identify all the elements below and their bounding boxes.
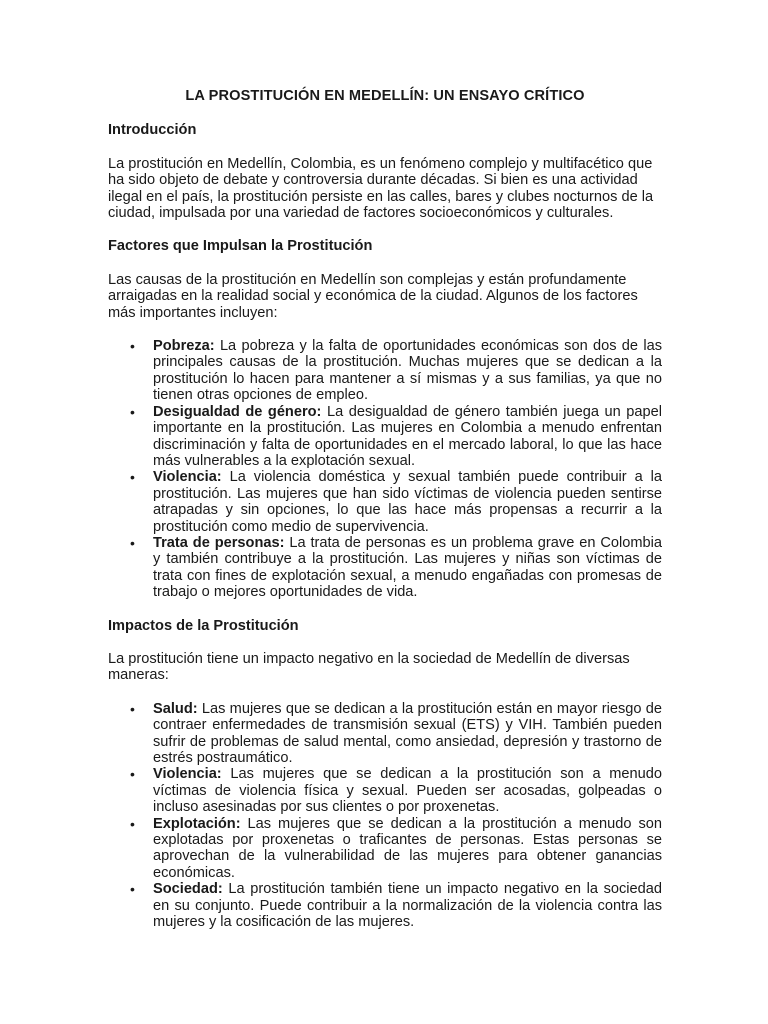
bullet-list-factores bbox=[108, 338, 662, 601]
list-item-text: Las mujeres que se dedican a la prostitución están en mayor riesgo de contraer enfermedades de transmisión sexual (ETS) y VIH. También pueden sufrir de problemas de salud mental, como ansiedad, depresión y trastorno de estrés postraumático. bbox=[153, 700, 662, 766]
bullet-icon: • bbox=[130, 700, 135, 717]
list-item bbox=[108, 469, 662, 535]
list-item-text: La violencia doméstica y sexual también puede contribuir a la prostitución. Las mujeres que han sido víctimas de violencia pueden sentirse atrapadas y sin opciones, lo que las hace más propensas a recurrir a la prostitución como medio de supervivencia. bbox=[153, 469, 662, 535]
document-page bbox=[108, 88, 662, 947]
section-paragraph-introduccion: La prostitución en Medellín, Colombia, es un fenómeno complejo y multifacético que ha sido objeto de debate y controversia durante décadas. Si bien es una actividad ilegal en el país, la prostitución persiste en las calles, bares y clubes nocturnos de la ciudad, impulsada por una variedad de factores socioeconómicos y culturales. bbox=[108, 155, 654, 222]
list-item-term: Salud: bbox=[153, 700, 198, 717]
list-item-term: Explotación: bbox=[153, 815, 241, 832]
section-heading-factores: Factores que Impulsan la Prostitución bbox=[108, 238, 373, 255]
bullet-icon: • bbox=[130, 403, 135, 420]
bullet-icon: • bbox=[130, 815, 135, 832]
bullet-icon: • bbox=[130, 469, 135, 486]
section-paragraph-impactos: La prostitución tiene un impacto negativo en la sociedad de Medellín de diversas maneras: bbox=[108, 650, 630, 684]
bullet-icon: • bbox=[130, 766, 135, 783]
list-item bbox=[108, 701, 662, 767]
document-title: LA PROSTITUCIÓN EN MEDELLÍN: UN ENSAYO CRÍTICO bbox=[185, 88, 585, 104]
list-item-text: Las mujeres que se dedican a la prostitución son a menudo víctimas de violencia física y sexual. Pueden ser acosadas, golpeadas o incluso asesinadas por sus clientes o por proxenetas. bbox=[153, 766, 662, 816]
list-item-term: Pobreza: bbox=[153, 338, 215, 355]
list-item-term: Violencia: bbox=[153, 766, 222, 783]
list-item-text: La trata de personas es un problema grave en Colombia y también contribuye a la prostitución. Las mujeres y niñas son víctimas de trata con fines de explotación sexual, a menudo engañadas con promesas de trabajo o mejores oportunidades de vida. bbox=[153, 534, 662, 601]
list-item-term: Trata de personas: bbox=[153, 534, 285, 551]
list-item-term: Desigualdad de género: bbox=[153, 403, 322, 420]
list-item-term: Sociedad: bbox=[153, 881, 223, 898]
list-item bbox=[108, 766, 662, 815]
section-paragraph-factores: Las causas de la prostitución en Medellín son complejas y están profundamente arraigadas en la realidad social y económica de la ciudad. Algunos de los factores más importantes incluyen: bbox=[108, 271, 638, 321]
list-item-term: Violencia: bbox=[153, 469, 222, 486]
list-item bbox=[108, 404, 662, 470]
list-item-text: Las mujeres que se dedican a la prostitución a menudo son explotadas por proxenetas o traficantes de personas. Estas personas se aprovechan de la vulnerabilidad de las mujeres para obtener ganancias económicas. bbox=[153, 815, 662, 881]
list-item-text: La prostitución también tiene un impacto negativo en la sociedad en su conjunto. Puede contribuir a la normalización de la violencia contra las mujeres y la cosificación de las mujeres. bbox=[153, 881, 662, 931]
list-item-text: La desigualdad de género también juega un papel importante en la prostitución. Las mujeres en Colombia a menudo enfrentan discriminación y falta de oportunidades en el mercado laboral, lo que las hace más vulnerables a la explotación sexual. bbox=[153, 403, 662, 469]
section-heading-impactos: Impactos de la Prostitución bbox=[108, 617, 299, 634]
list-item bbox=[108, 881, 662, 930]
bullet-icon: • bbox=[130, 534, 135, 551]
bullet-icon: • bbox=[130, 881, 135, 898]
list-item bbox=[108, 535, 662, 601]
section-heading-introduccion: Introducción bbox=[108, 122, 197, 139]
list-item bbox=[108, 338, 662, 404]
bullet-icon: • bbox=[130, 338, 135, 355]
bullet-list-impactos bbox=[108, 701, 662, 931]
list-item-text: La pobreza y la falta de oportunidades económicas son dos de las principales causas de la prostitución. Muchas mujeres que se dedican a la prostitución lo hacen para mantener a sí mismas y a sus familias, ya que no tienen otras opciones de empleo. bbox=[153, 338, 662, 404]
list-item bbox=[108, 816, 662, 882]
